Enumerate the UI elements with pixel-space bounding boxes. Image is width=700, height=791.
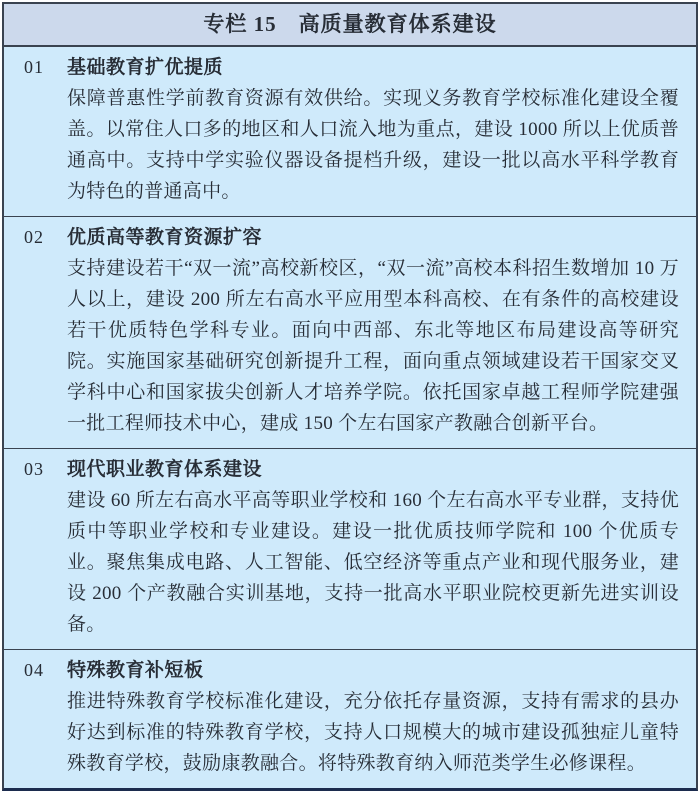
section-number: 03: [24, 459, 44, 479]
panel-title: 专栏 15 高质量教育体系建设: [4, 4, 696, 47]
section-special-education: [4, 649, 696, 788]
section-vocational-education: [4, 448, 696, 649]
section-body-text: 支持建设若干“双一流”高校新校区，“双一流”高校本科招生数增加 10 万人以上，建设 200 所左右高水平应用型本科高校、在有条件的高校建设若干优质特色学科专业。面向中西部、东北等地区布局建设高等研究院。实施国家基础研究创新提升工程，面向重点领域建设若干国家交叉学科中心和国家拔尖创新人才培养学院。依托国家卓越工程师学院建强一批工程师技术中心，建成 150 个左右国家产教融合创新平台。: [67, 258, 679, 434]
section-body-text: 保障普惠性学前教育资源有效供给。实现义务教育学校标准化建设全覆盖。以常住人口多的地区和人口流入地为重点，建设 1000 所以上优质普通高中。支持中学实验仪器设备提档升级，建设一批以高水平科学教育为特色的普通高中。: [67, 88, 679, 202]
section-body-text: 建设 60 所左右高水平高等职业学校和 160 个左右高水平专业群，支持优质中等职业学校和专业建设。建设一批优质技师学院和 100 个优质专业。聚焦集成电路、人工智能、低空经济等重点产业和现代服务业，建设 200 个产教融合实训基地，支持一批高水平职业院校更新先进实训设备。: [67, 490, 679, 635]
section-heading: 现代职业教育体系建设: [67, 459, 263, 480]
section-heading: 基础教育扩优提质: [67, 57, 224, 78]
section-body-text: 推进特殊教育学校标准化建设，充分依托存量资源，支持有需求的县办好达到标准的特殊教育学校，支持人口规模大的城市建设孤独症儿童特殊教育学校，鼓励康教融合。将特殊教育纳入师范类学生必修课程。: [67, 691, 679, 774]
section-heading: 特殊教育补短板: [67, 660, 204, 681]
section-higher-education: [4, 216, 696, 448]
section-header-row: [24, 655, 679, 686]
section-heading: 优质高等教育资源扩容: [67, 227, 263, 248]
section-number: 01: [24, 57, 44, 77]
column-panel: [2, 2, 698, 791]
section-header-row: [24, 52, 679, 83]
section-number: 02: [24, 227, 44, 247]
section-header-row: [24, 222, 679, 253]
section-header-row: [24, 454, 679, 485]
section-basic-education: [4, 47, 696, 216]
section-number: 04: [24, 660, 44, 680]
